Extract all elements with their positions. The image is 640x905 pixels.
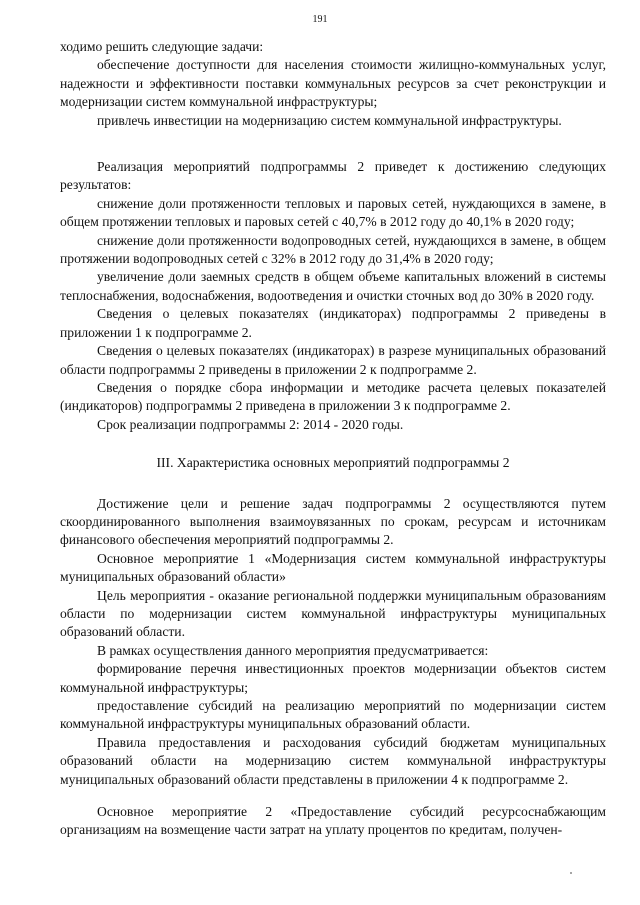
paragraph-result-water-networks: снижение доли протяженности водопроводных сетей, нуждающихся в замене, в общем протяжении водопроводных сетей с 32% в 2012 году до 31,4% в 2020 году; (60, 232, 606, 267)
paragraph-tasks-intro: ходимо решить следующие задачи: (60, 39, 264, 54)
paragraph-main-activity-2: Основное мероприятие 2 «Предоставление субсидий ресурсоснабжающим организациям на возмещение части затрат на уплату процентов по кредитам, получен- (60, 804, 606, 838)
document-body (60, 38, 606, 840)
paragraph-subsidies: предоставление субсидий на реализацию мероприятий по модернизации систем коммунальной инфраструктуры муниципальных образований области. (60, 698, 606, 732)
paragraph-project-list: формирование перечня инвестиционных проектов модернизации объектов систем коммунальной инфраструктуры; (60, 661, 606, 695)
scan-speck (570, 872, 572, 874)
paragraph-subsidy-rules: Правила предоставления и расходования субсидий бюджетам муниципальных образований области на модернизацию систем коммунальной инфраструктуры муниципальных образований области представлены в приложении 4 к подпрограмме 2. (60, 734, 606, 787)
paragraph-goal-achievement: Достижение цели и решение задач подпрограммы 2 осуществляются путем скоординированного выполнения взаимоувязанных по срокам, ресурсам и источникам финансового обеспечения мероприятий подпрограммы 2. (60, 495, 606, 548)
page-number: 191 (312, 14, 328, 25)
paragraph-result-borrowed-funds: увеличение доли заемных средств в общем объеме капитальных вложений в системы теплоснабжения, водоснабжения, водоотведения и очистки сточных вод до 30% в 2020 году. (60, 269, 606, 303)
paragraph-task-investment: привлечь инвестиции на модернизацию систем коммунальной инфраструктуры. (97, 112, 562, 128)
paragraph-indicators-appendix-1: Сведения о целевых показателях (индикаторах) подпрограммы 2 приведены в приложении 1 к подпрограмме 2. (60, 306, 606, 340)
paragraph-indicators-appendix-2: Сведения о целевых показателях (индикаторах) в разрезе муниципальных образований области подпрограммы 2 приведены в приложении 2 к подпрограмме 2. (60, 343, 606, 377)
paragraph-term: Срок реализации подпрограммы 2: 2014 - 2020 годы. (97, 416, 404, 432)
paragraph-task-affordability: обеспечение доступности для населения стоимости жилищно-коммунальных услуг, надежности и эффективности поставки коммунальных ресурсов за счет реконструкции и модернизации систем коммунальной инфраструктуры; (60, 57, 606, 110)
paragraph-indicators-appendix-3: Сведения о порядке сбора информации и методике расчета целевых показателей (индикаторов) подпрограммы 2 приведена в приложении 3 к подпрограмме 2. (60, 379, 606, 414)
paragraph-results-intro: Реализация мероприятий подпрограммы 2 приведет к достижению следующих результатов: (60, 159, 606, 193)
paragraph-result-heat-networks: снижение доли протяженности тепловых и паровых сетей, нуждающихся в замене, в общем протяжении тепловых и паровых сетей с 40,7% в 2012 году до 40,1% в 2020 году; (60, 195, 606, 230)
paragraph-activity-scope: В рамках осуществления данного мероприятия предусматривается: (97, 642, 489, 658)
paragraph-activity-goal: Цель мероприятия - оказание региональной поддержки муниципальным образованиям области по модернизации систем коммунальной инфраструктуры муниципальных образований области. (60, 587, 606, 640)
paragraph-main-activity-1: Основное мероприятие 1 «Модернизация систем коммунальной инфраструктуры муниципальных образований области» (60, 550, 606, 585)
section-heading: III. Характеристика основных мероприятий подпрограммы 2 (156, 455, 510, 471)
